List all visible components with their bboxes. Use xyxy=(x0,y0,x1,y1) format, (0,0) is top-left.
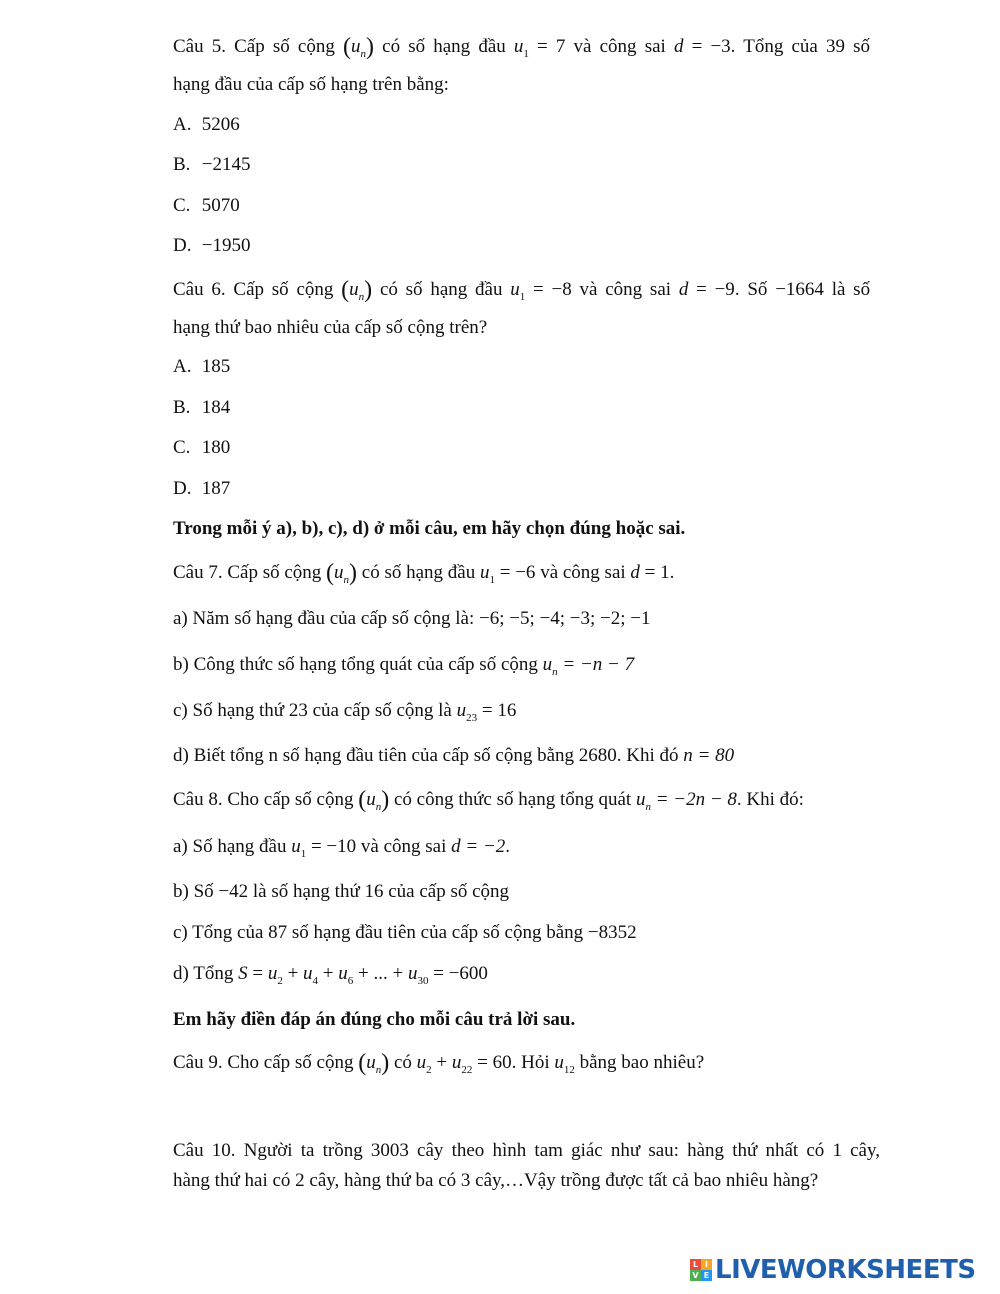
liveworksheets-logo xyxy=(690,1255,976,1285)
q5-option-c[interactable]: C. 5070 xyxy=(173,195,240,216)
q7-statement-c[interactable]: c) Số hạng thứ 23 của cấp số cộng là $u_{23} = 16$ xyxy=(173,700,517,724)
liveworksheets-logo-icon: L I V E xyxy=(690,1259,712,1281)
q5-line-2: hạng đầu của cấp số hạng trên bằng: xyxy=(173,74,449,95)
q7-line-1: Câu 7. Cấp số cộng $(u_n)$ có số hạng đầu $u_1 = -6$ và công sai d = 1. xyxy=(173,560,675,586)
q6-option-c[interactable]: C. 180 xyxy=(173,437,231,458)
q5-option-d[interactable]: D. −1950 xyxy=(173,235,251,256)
q7-statement-a[interactable]: a) Năm số hạng đầu của cấp số cộng là: −6; −5; −4; −3; −2; −1 xyxy=(173,608,651,629)
q5-option-a[interactable]: A. 5206 xyxy=(173,114,240,135)
section-fill-heading: Em hãy điền đáp án đúng cho mỗi câu trả lời sau. xyxy=(173,1009,576,1030)
q8-statement-c[interactable]: c) Tổng của 87 số hạng đầu tiên của cấp số cộng bằng −8352 xyxy=(173,922,637,943)
liveworksheets-logo-text: LIVEWORKSHEETS xyxy=(715,1255,976,1285)
q7-statement-d[interactable]: d) Biết tổng n số hạng đầu tiên của cấp số cộng bằng 2680. Khi đó n = 80 xyxy=(173,745,735,766)
q10-line-2: hàng thứ hai có 2 cây, hàng thứ ba có 3 cây,…Vậy trồng được tất cả bao nhiêu hàng? xyxy=(173,1170,819,1191)
q7-statement-b[interactable]: b) Công thức số hạng tổng quát của cấp số cộng $u_n = -n - 7$ xyxy=(173,654,635,678)
q9-line-1: Câu 9. Cho cấp số cộng $(u_n)$ có $u_2 + u_{22} = 60$. Hỏi $u_{12}$ bằng bao nhiêu? xyxy=(173,1050,705,1076)
section-true-false-heading: Trong mỗi ý a), b), c), d) ở mỗi câu, em hãy chọn đúng hoặc sai. xyxy=(173,518,686,539)
q5-line-1: Câu 5. Cấp số cộng $(u_n)$ có số hạng đầu $u_1 = 7$ và công sai d = −3. Tổng của 39 số xyxy=(173,34,871,60)
q6-option-d[interactable]: D. 187 xyxy=(173,478,231,499)
q6-line-1: Câu 6. Cấp số cộng $(u_n)$ có số hạng đầu $u_1 = -8$ và công sai d = −9. Số −1664 là số xyxy=(173,277,871,303)
q5-option-b[interactable]: B. −2145 xyxy=(173,154,251,175)
q8-statement-a[interactable]: a) Số hạng đầu $u_1 = -10$ và công sai d = −2. xyxy=(173,836,511,860)
q8-statement-d[interactable]: d) Tổng $S = u_2 + u_4 + u_6$ + ... + $u_{30} = -600$ xyxy=(173,963,488,987)
q6-line-2: hạng thứ bao nhiêu của cấp số cộng trên? xyxy=(173,317,488,338)
q8-line-1: Câu 8. Cho cấp số cộng $(u_n)$ có công thức số hạng tổng quát $u_n = -2n - 8$. Khi đó: xyxy=(173,787,804,813)
q10-line-1: Câu 10. Người ta trồng 3003 cây theo hình tam giác như sau: hàng thứ nhất có 1 cây, xyxy=(173,1140,881,1161)
q6-option-b[interactable]: B. 184 xyxy=(173,397,231,418)
q6-option-a[interactable]: A. 185 xyxy=(173,356,231,377)
q8-statement-b[interactable]: b) Số −42 là số hạng thứ 16 của cấp số cộng xyxy=(173,881,510,902)
